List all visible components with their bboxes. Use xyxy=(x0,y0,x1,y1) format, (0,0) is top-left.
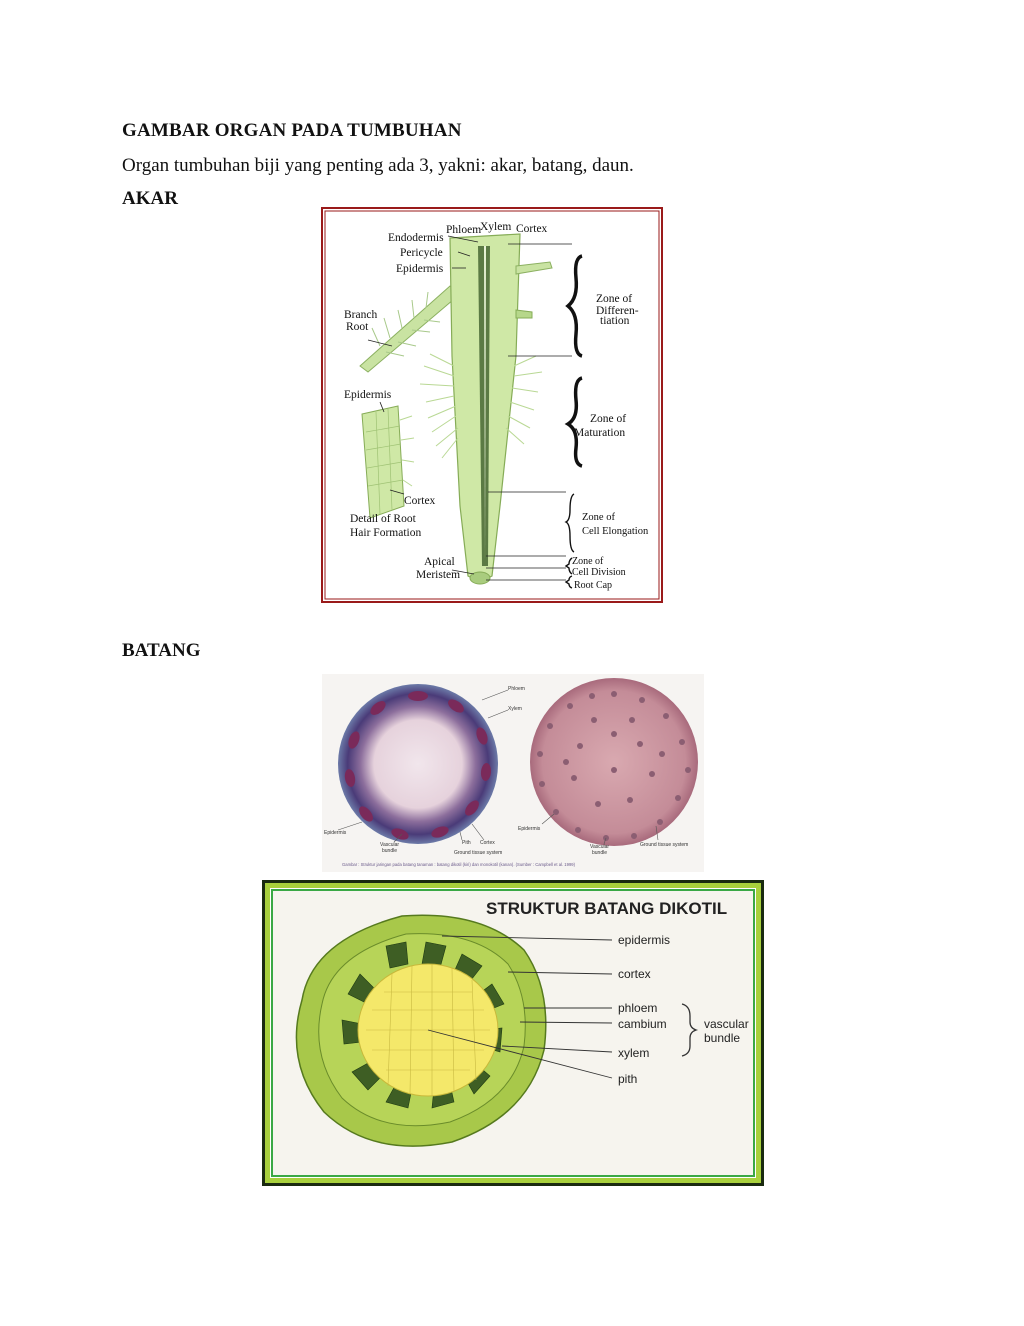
dicot-stem-section xyxy=(338,684,498,844)
photo-label-epidermis-left: Epidermis xyxy=(324,830,347,836)
photo-caption: Gambar : Struktur jaringan pada batang tanaman : batang dikotil (kiri) dan monokotil (kanan). (Sumber : Campbell et al. 1999) xyxy=(342,862,575,867)
label-epidermis-top: Epidermis xyxy=(396,263,444,275)
root-anatomy-figure xyxy=(320,206,664,604)
photo-label-ground-right: Ground tissue system xyxy=(640,842,689,848)
label-apical: Apical xyxy=(424,556,455,568)
label-root: Root xyxy=(346,321,369,333)
dicot-label-phloem: phloem xyxy=(618,1001,658,1015)
monocot-stem-section xyxy=(530,678,698,846)
dicot-label-cambium: cambium xyxy=(618,1017,667,1031)
dicot-label-xylem: xylem xyxy=(618,1046,650,1060)
section-heading-batang: BATANG xyxy=(122,640,201,661)
label-detail-root: Detail of Root xyxy=(350,513,416,525)
label-cortex-detail: Cortex xyxy=(404,495,436,507)
section-heading-akar: AKAR xyxy=(122,188,178,209)
dicot-label-epidermis: epidermis xyxy=(618,933,671,947)
photo-label-vascular-2: bundle xyxy=(382,848,398,854)
dicot-label-pith: pith xyxy=(618,1072,638,1086)
label-zone-elong-2: Cell Elongation xyxy=(582,526,649,537)
label-zone-mat-2: Maturation xyxy=(574,427,626,439)
label-zone-diff-2: Differen- xyxy=(596,305,639,317)
dicot-label-vascular: vascular xyxy=(704,1017,749,1031)
photo-label-epidermis-right: Epidermis xyxy=(518,826,541,832)
label-zone-mat-1: Zone of xyxy=(590,413,627,425)
label-meristem: Meristem xyxy=(416,569,461,581)
label-phloem: Phloem xyxy=(446,224,482,236)
photo-label-xylem: Xylem xyxy=(508,706,522,712)
photo-label-phloem: Phloem xyxy=(508,686,525,692)
label-zone-diff-1: Zone of xyxy=(596,293,633,305)
dicot-label-bundle: bundle xyxy=(704,1031,741,1045)
label-zone-div-2: Cell Division xyxy=(572,567,626,578)
photo-label-vascular-1: Vascular xyxy=(380,842,400,848)
photo-label-ground: Ground tissue system xyxy=(454,850,503,856)
photo-label-vascular-r2: bundle xyxy=(592,850,608,856)
label-endodermis: Endodermis xyxy=(388,232,444,244)
photo-label-cortex: Cortex xyxy=(480,840,495,846)
label-zone-diff-3: tiation xyxy=(600,315,630,327)
root-hair-detail xyxy=(362,406,404,518)
label-zone-elong-1: Zone of xyxy=(582,512,615,523)
page-title: GAMBAR ORGAN PADA TUMBUHAN xyxy=(122,120,462,141)
label-epidermis-detail: Epidermis xyxy=(344,389,392,401)
label-hair-formation: Hair Formation xyxy=(350,527,422,539)
intro-paragraph: Organ tumbuhan biji yang penting ada 3, yakni: akar, batang, daun. xyxy=(122,155,634,176)
label-branch: Branch xyxy=(344,309,378,321)
photo-label-pith: Pith xyxy=(462,840,471,846)
dicot-stem-structure-figure xyxy=(262,880,764,1186)
dicot-label-cortex: cortex xyxy=(618,967,651,981)
label-pericycle: Pericycle xyxy=(400,247,443,259)
label-zone-div-1: Zone of xyxy=(572,556,604,567)
label-xylem: Xylem xyxy=(480,221,512,233)
stem-cross-section-photo xyxy=(322,674,704,872)
photo-label-vascular-r1: Vascular xyxy=(590,844,610,850)
dicot-figure-title: STRUKTUR BATANG DIKOTIL xyxy=(486,899,728,918)
label-cortex-top: Cortex xyxy=(516,223,548,235)
label-root-cap: Root Cap xyxy=(574,580,613,591)
